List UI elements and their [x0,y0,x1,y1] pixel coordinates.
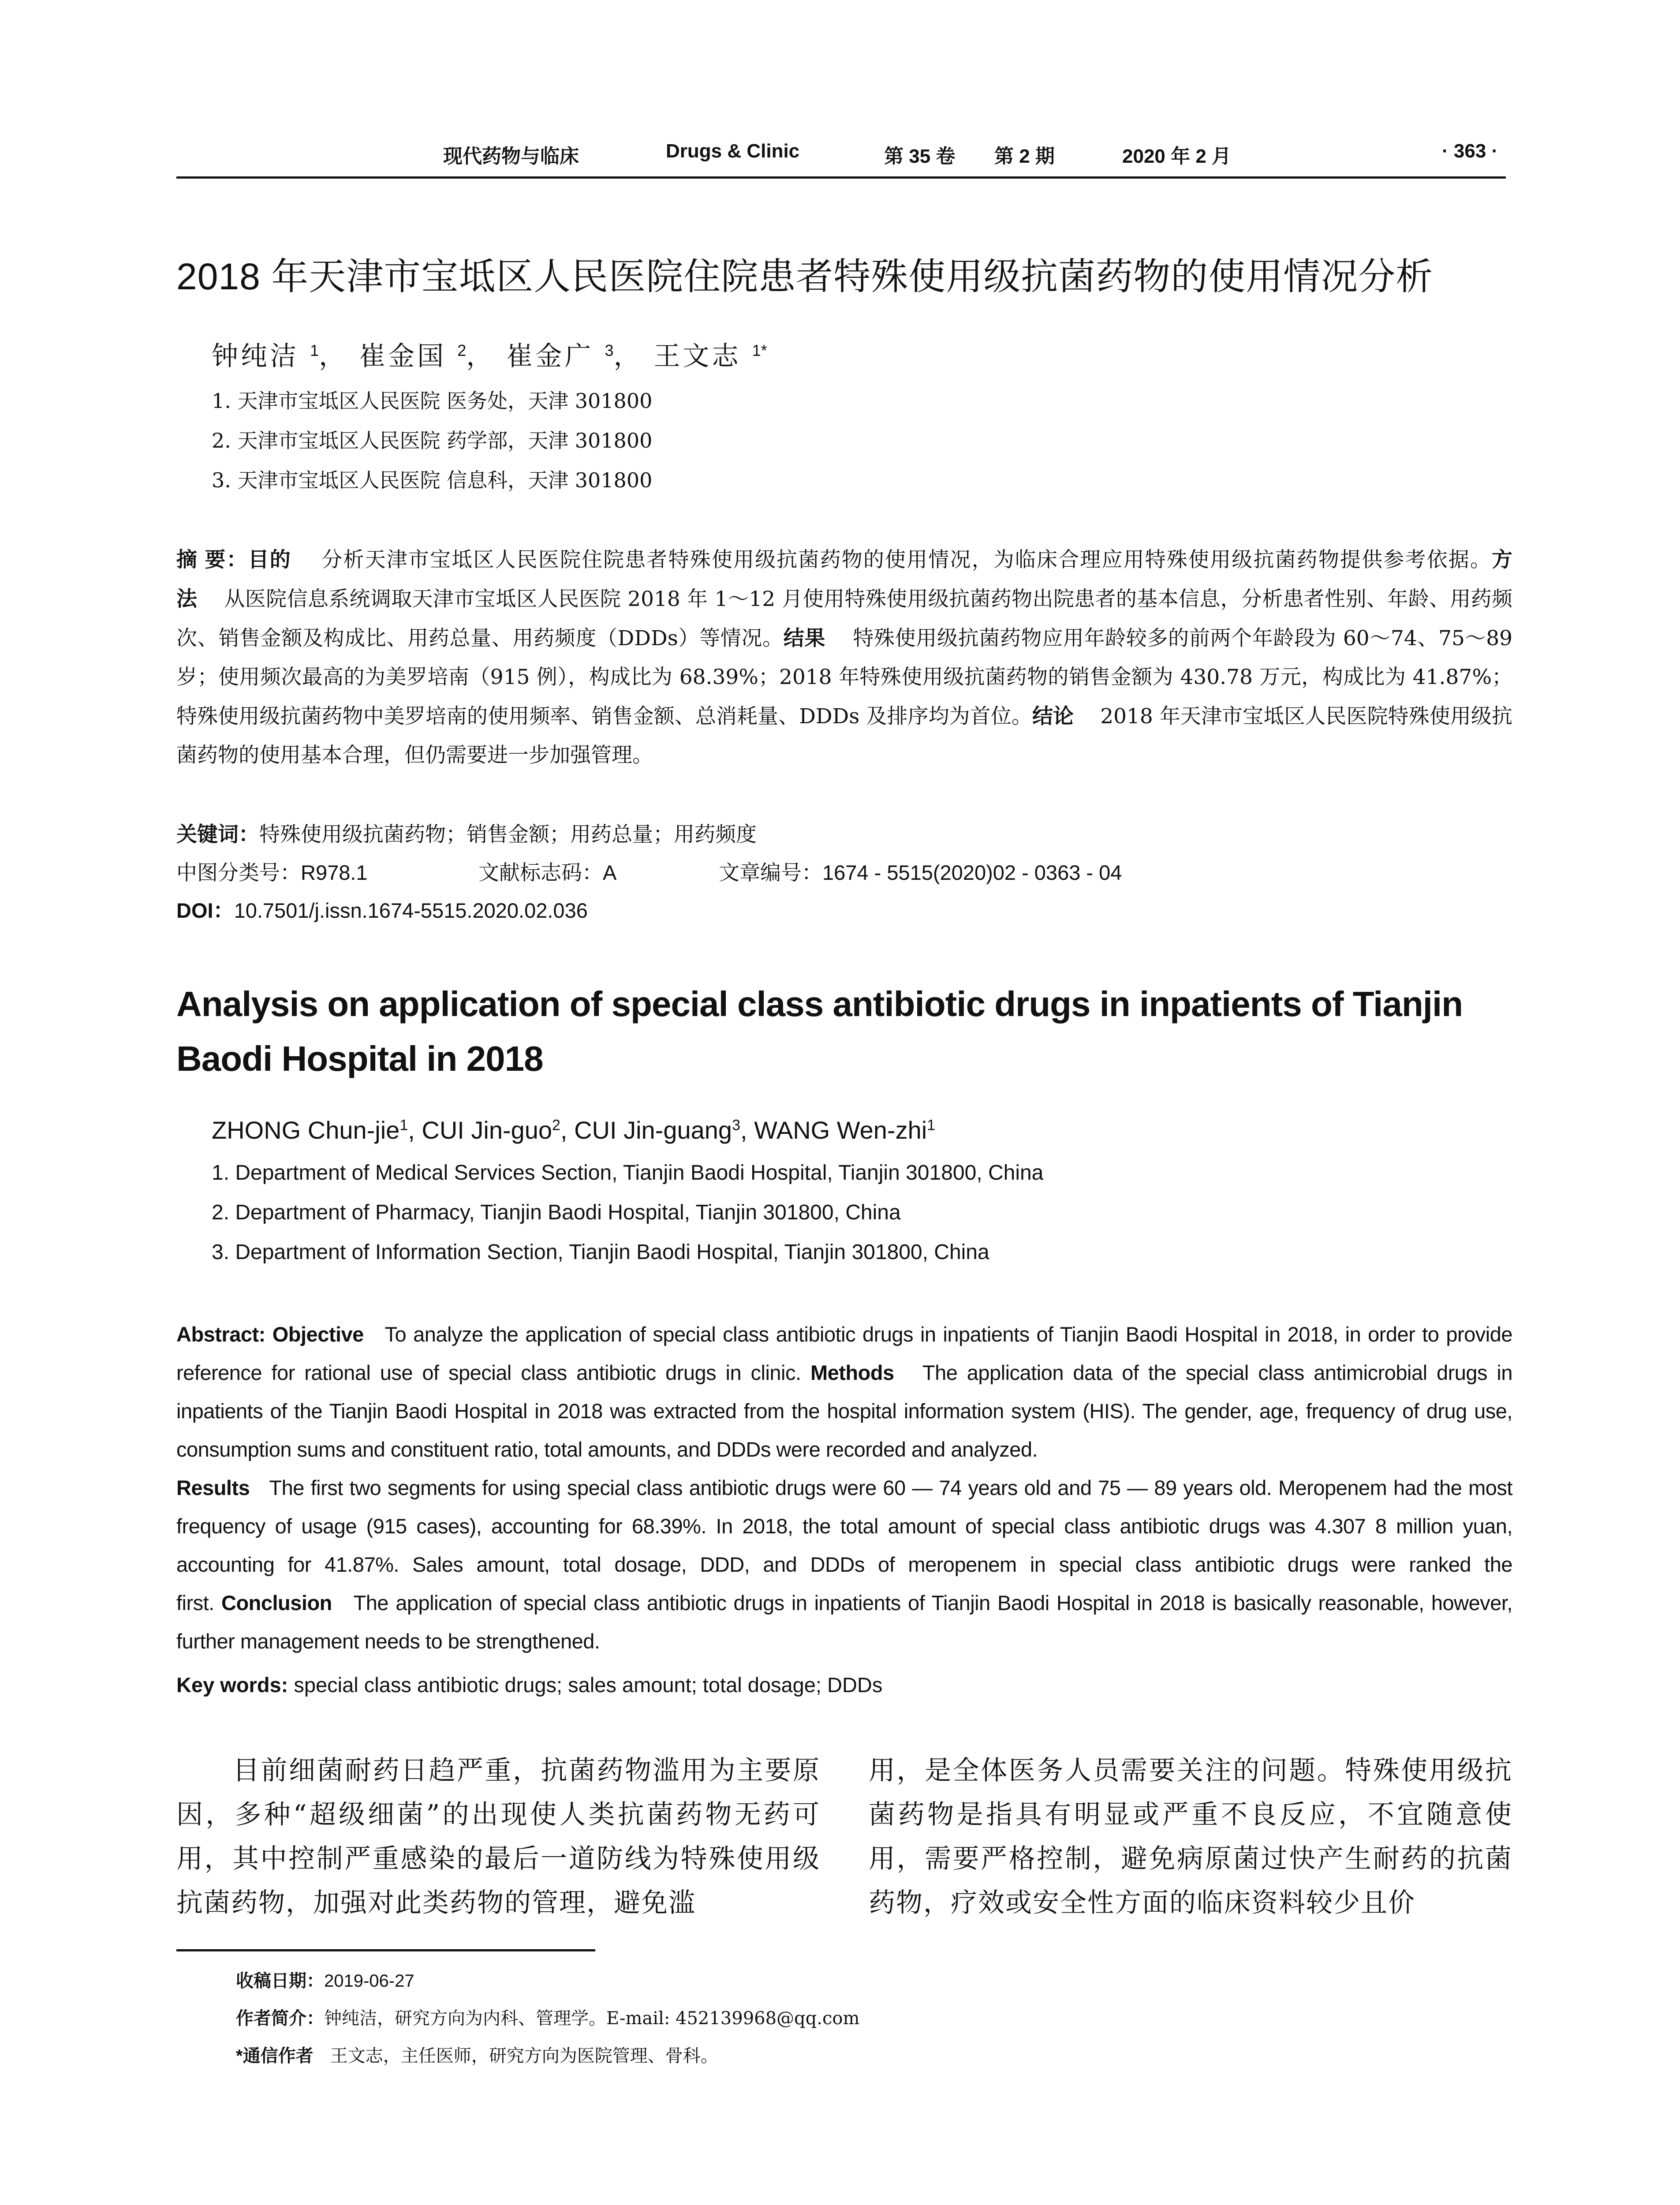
author-en-sup: 2 [552,1117,560,1134]
keywords-cn-text: 特殊使用级抗菌药物；销售金额；用药总量；用药频度 [259,822,757,847]
footnote-corresponding [236,2042,718,2067]
objective-en-text: To analyze the application of special class antibiotic drugs in inpatients of Tianjin Baodi Hospital in 2018, in order to provide reference for rational use of special class antibiotic drugs in clinic. [176,1323,1512,1384]
conclusion-cn-label: 结论 [1032,704,1074,728]
body-column-right [869,1749,1512,1925]
abstract-cn-label: 摘 要： [176,548,248,571]
results-en-text: The first two segments for using special class antibiotic drugs were 60 — 74 years old and 75 — 89 years old. Meropenem had the most frequency of usage (915 cases), accounting for 68.39%. In 2018, the total amount of special class antibiotic drugs was 4.307 8 million yuan, accounting for 41.87%. Sales amount, total dosage, DDD, and DDDs of meropenem in special class antibiotic drugs were ranked the first. [176,1476,1512,1615]
author-cn-sup: 2 [457,341,467,359]
author-en-sup: 1 [399,1117,408,1134]
running-header [176,140,1506,176]
methods-en-text: The application data of the special class antimicrobial drugs in inpatients of the Tianjin Baodi Hospital in 2018 was extracted from the hospital information system (HIS). The gender, age, frequency of drug use, consumption sums and constituent ratio, total amounts, and DDDs were recorded and analyzed. [176,1361,1512,1461]
methods-en-label: Methods [810,1361,894,1384]
doi-value[interactable]: 10.7501/j.issn.1674-5515.2020.02.036 [234,899,588,922]
abstract-cn [176,540,1512,775]
keywords-en-label: Key words: [176,1673,288,1697]
issue-date: 2020 年 2 月 [1122,146,1232,167]
author-en-sup: 3 [732,1117,740,1134]
author-en-name: WANG Wen-zhi [754,1116,927,1144]
doi-line [176,894,588,924]
author-cn-sup: 1 [310,341,319,359]
title-cn: 2018 年天津市宝坻区人民医院住院患者特殊使用级抗菌药物的使用情况分析 [176,256,1434,297]
author-cn-sup: 1* [752,341,767,359]
clc-label: 中图分类号： [176,861,301,884]
doi-label: DOI： [176,899,234,922]
title-en: Analysis on application of special class antibiotic drugs in inpatients of Tianjin Baodi Hospital in 2018 [176,984,1463,1078]
received-label: 收稿日期： [236,1971,324,1991]
bio-label: 作者简介： [236,2009,324,2028]
methods-cn-text: 从医院信息系统调取天津市宝坻区人民医院 2018 年 1～12 月使用特殊使用级抗菌药物出院患者的基本信息，分析患者性别、年龄、用药频次、销售金额及构成比、用药总量、用药频度（DDDs）等情况。 [176,587,1512,650]
author-en-name: ZHONG Chun-jie [212,1116,400,1144]
abstract-en-label: Abstract: [176,1323,265,1346]
methods-cn-label: 方法 [176,548,1513,610]
affiliation-en: 3. Department of Information Section, Tianjin Baodi Hospital, Tianjin 301800, China [212,1241,989,1264]
author-en-sup: 1 [927,1117,936,1134]
footnote-received [236,1967,414,1992]
header-rule [176,176,1506,179]
keywords-cn-label: 关键词： [176,822,259,846]
volume: 第 35 卷 [884,146,956,167]
body-column-left [176,1749,820,1925]
objective-en-label: Objective [272,1323,364,1346]
journal-name-en: Drugs & Clinic [666,140,800,162]
article-no-value: 1674 - 5515(2020)02 - 0363 - 04 [822,861,1122,884]
authors-en: ZHONG Chun-jie$^1$, CUI Jin-guo$^2$, CUI Jin-guang$^3$, WANG Wen-zhi$^1$ [212,1116,936,1144]
body-right-text: 用，是全体医务人员需要关注的问题。特殊使用级抗菌药物是指具有明显或严重不良反应，不宜随意使用，需要严格控制，避免病原菌过快产生耐药的抗菌药物，疗效或安全性方面的临床资料较少且价 [869,1755,1512,1918]
results-cn-label: 结果 [783,626,826,650]
affiliation-cn: 1. 天津市宝坻区人民医院 医务处，天津 301800 [212,389,653,413]
affiliation-cn: 2. 天津市宝坻区人民医院 药学部，天津 301800 [212,429,653,452]
corresponding-text: 王文志，主任医师，研究方向为医院管理、骨科。 [330,2046,718,2066]
abstract-en [176,1315,1512,1660]
author-en-name: CUI Jin-guo [422,1116,553,1144]
issue: 第 2 期 [994,146,1055,167]
affiliation-en: 2. Department of Pharmacy, Tianjin Baodi Hospital, Tianjin 301800, China [212,1201,901,1224]
corresponding-label: *通信作者 [236,2046,314,2066]
keywords-en-text: special class antibiotic drugs; sales amount; total dosage; DDDs [294,1673,883,1697]
affiliation-en: 1. Department of Medical Services Section, Tianjin Baodi Hospital, Tianjin 301800, China [212,1161,1044,1185]
doc-code-value: A [603,861,617,884]
classification-line [176,856,1499,886]
author-cn-sup: 3 [605,341,614,359]
author-cn-name: 崔金广 [506,341,594,372]
conclusion-en-label: Conclusion [221,1591,332,1615]
author-en-name: CUI Jin-guang [574,1116,732,1144]
article-no-label: 文章编号： [719,861,822,884]
conclusion-en-text: The application of special class antibiotic drugs in inpatients of Tianjin Baodi Hospital in 2018 is basically reasonable, however, further management needs to be strengthened. [176,1591,1512,1653]
footnote-bio [236,2004,859,2029]
doc-code-label: 文献标志码： [478,861,603,884]
bio-text: 钟纯洁，研究方向为内科、管理学。E-mail: 452139968@qq.com [324,2008,860,2029]
authors-cn: 钟纯洁 $^1$， 崔金国 $^2$， 崔金广 $^3$， 王文志 $^{1*}$ [212,341,767,372]
footnote-rule [176,1949,595,1951]
conclusion-cn-text: 2018 年天津市宝坻区人民医院特殊使用级抗菌药物的使用基本合理，但仍需要进一步加强管理。 [176,704,1513,767]
keywords-cn [176,818,757,848]
objective-cn-text: 分析天津市宝坻区人民医院住院患者特殊使用级抗菌药物的使用情况，为临床合理应用特殊使用级抗菌药物提供参考依据。 [321,548,1492,572]
results-cn-text: 特殊使用级抗菌药物应用年龄较多的前两个年龄段为 60～74、75～89 岁；使用频次最高的为美罗培南（915 例），构成比为 68.39%；2018 年特殊使用级抗菌药物的销售金额为 430.78 万元，构成比为 41.87%；特殊使用级抗菌药物中美罗培南的使用频率、销售金额、总消耗量、DDDs 及排序均为首位。 [176,626,1513,729]
author-cn-name: 崔金国 [359,341,447,372]
affiliation-cn: 3. 天津市宝坻区人民医院 信息科，天津 301800 [212,468,653,492]
keywords-en [176,1673,882,1697]
results-en-label: Results [176,1476,250,1499]
body-left-text: 目前细菌耐药日趋严重，抗菌药物滥用为主要原因，多种“超级细菌”的出现使人类抗菌药物无药可用，其中控制严重感染的最后一道防线为特殊使用级抗菌药物，加强对此类药物的管理，避免滥 [176,1755,820,1918]
author-cn-name: 王文志 [653,341,741,372]
author-cn-name: 钟纯洁 [212,341,299,372]
journal-name-cn: 现代药物与临床 [443,145,579,168]
received-date: 2019-06-27 [324,1971,414,1991]
objective-cn-label: 目的 [248,548,291,571]
clc-value: R978.1 [301,861,368,884]
page-number: · 363 · [1442,140,1498,162]
